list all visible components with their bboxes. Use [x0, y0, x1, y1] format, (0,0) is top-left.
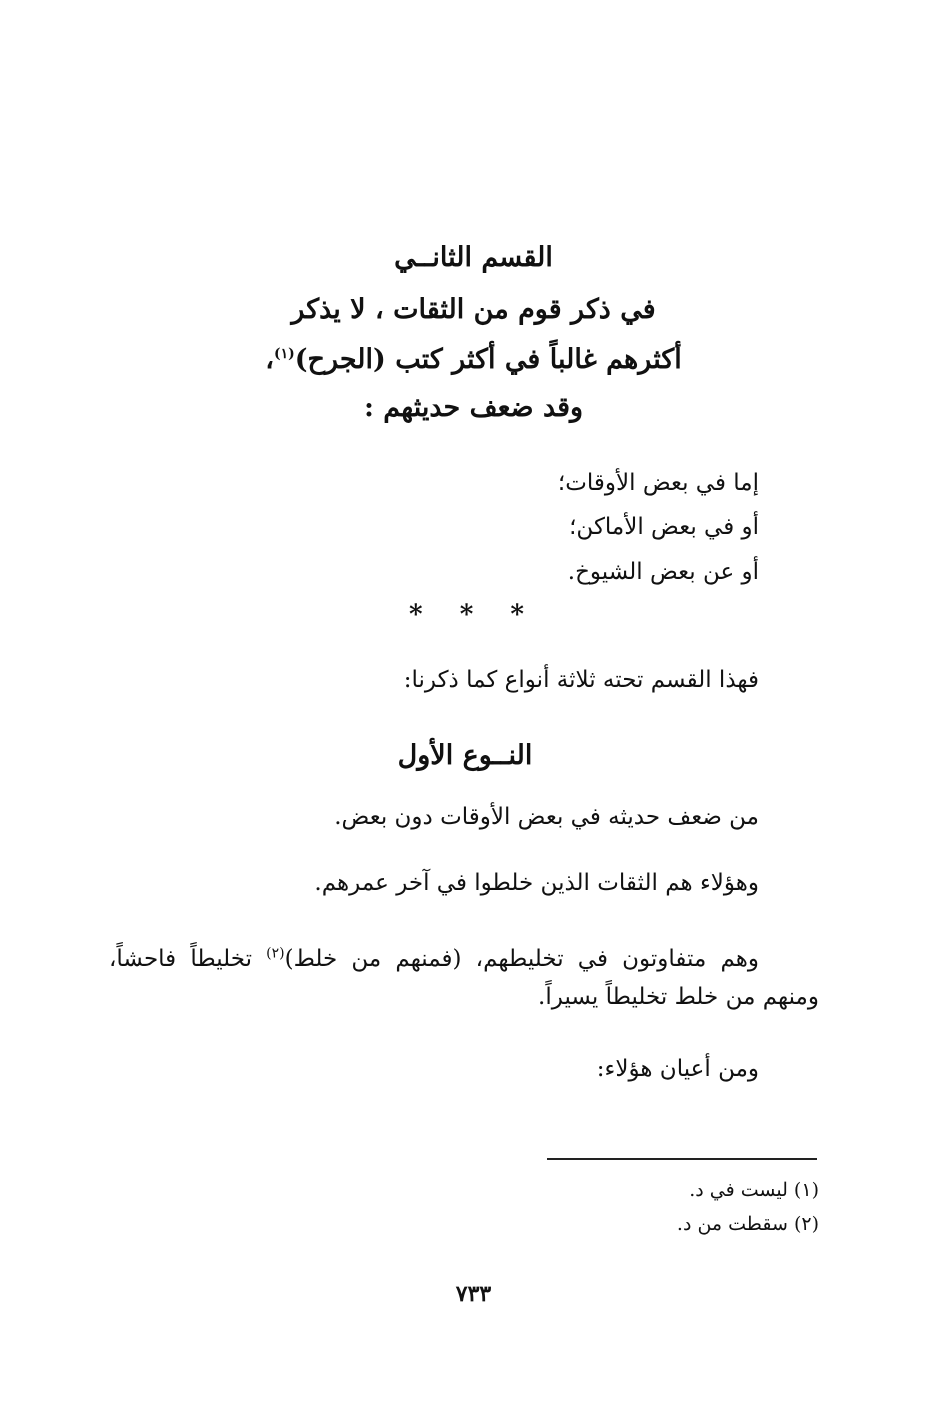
paragraph-3-part-1: وهم متفاوتون في تخليطهم، (فمنهم من خلط)	[284, 946, 759, 972]
paragraph-1: من ضعف حديثه في بعض الأوقات دون بعض.	[334, 804, 759, 830]
footnote-1: (١) ليست في د.	[689, 1179, 819, 1201]
paragraph-2: وهؤلاء هم الثقات الذين خلطوا في آخر عمرهم.	[314, 870, 759, 896]
page-number: ٧٣٣	[455, 1281, 492, 1307]
section-heading-line-3-end: ،	[265, 344, 274, 375]
section-heading-line-3	[0, 340, 947, 380]
footnote-ref-2: (٢)	[266, 945, 285, 962]
footnote-divider	[547, 1158, 817, 1160]
section-heading-title: القسم الثانــي	[394, 242, 553, 273]
separator-stars: * * *	[409, 600, 538, 630]
section-heading-line-4: وقد ضعف حديثهم :	[363, 392, 584, 423]
section-heading-line-2: في ذكر قوم من الثقات ، لا يذكر	[291, 294, 656, 325]
footnote-ref-1: (١)	[274, 346, 295, 362]
list-item: أو عن بعض الشيوخ.	[567, 559, 759, 585]
section-heading-line-3-text: أكثرهم غالباً في أكثر كتب (الجرح)	[294, 344, 682, 375]
intro-text: فهذا القسم تحته ثلاثة أنواع كما ذكرنا:	[403, 667, 759, 693]
list-item: أو في بعض الأماكن؛	[569, 514, 759, 540]
subsection-title: النــوع الأول	[397, 740, 533, 771]
paragraph-4: ومن أعيان هؤلاء:	[596, 1056, 759, 1082]
footnote-2: (٢) سقطت من د.	[676, 1213, 819, 1235]
paragraph-3-part-2: تخليطاً فاحشاً، ومنهم من خلط تخليطاً يسيراً.	[109, 946, 819, 1010]
list-item: إما في بعض الأوقات؛	[557, 470, 759, 496]
paragraph-3	[109, 940, 819, 1016]
